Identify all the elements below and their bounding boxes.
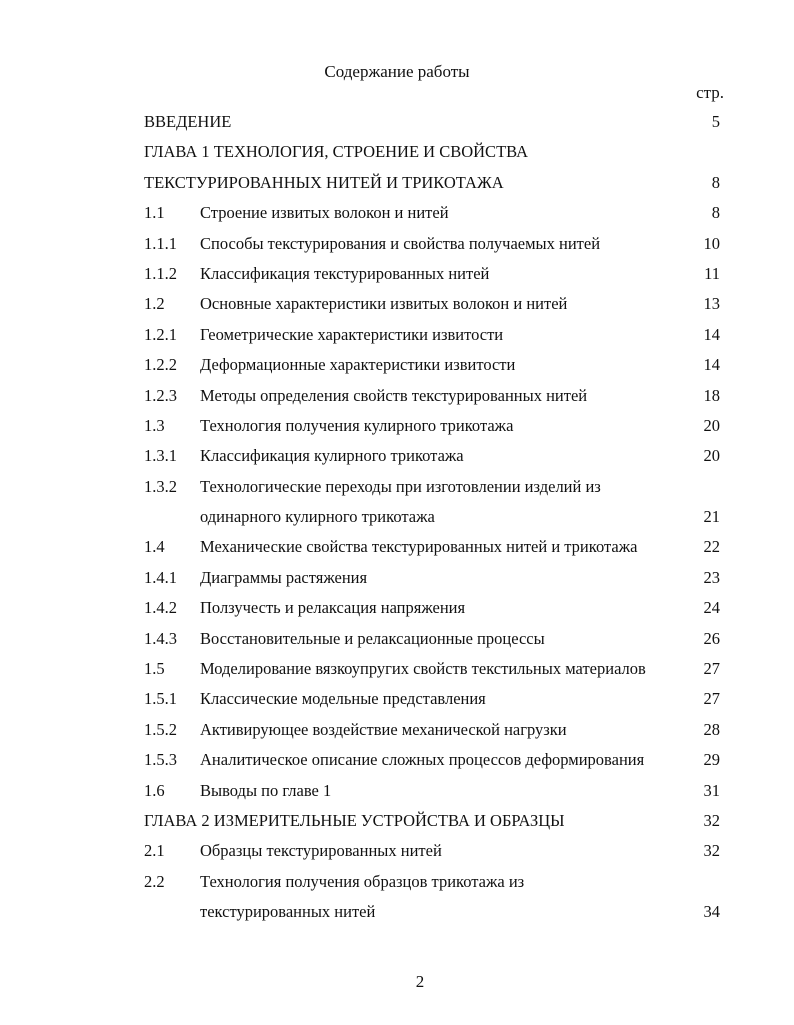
- toc-entry-page: 34: [703, 902, 720, 922]
- toc-entry-title: ГЛАВА 1 ТЕХНОЛОГИЯ, СТРОЕНИЕ И СВОЙСТВА: [144, 142, 529, 162]
- toc-entry-number: 1.4.2: [144, 598, 177, 618]
- toc-entry-title: Выводы по главе 1: [200, 780, 332, 800]
- toc-entry-number: 1.3.1: [144, 446, 177, 466]
- toc-entry: [144, 900, 724, 930]
- toc-entry-title: Способы текстурирования и свойства получаемых нитей: [200, 233, 601, 253]
- toc-entry: [144, 566, 724, 596]
- toc-entry-title: Технологические переходы при изготовлении изделий из: [200, 476, 601, 496]
- toc-entry-title: Геометрические характеристики извитости: [200, 324, 504, 344]
- page-column-label: стр.: [696, 83, 724, 102]
- toc-entry: [144, 596, 724, 626]
- toc-entry-title: Восстановительные и релаксационные процессы: [200, 628, 545, 648]
- toc-entry-number: 1.5.1: [144, 689, 177, 709]
- toc-entry: [144, 627, 724, 657]
- toc-entry-number: 2.2: [144, 871, 165, 891]
- toc-entry: [144, 505, 724, 535]
- toc-entry: [144, 384, 724, 414]
- toc-entry-page: 14: [703, 324, 720, 344]
- toc-entry-number: 1.6: [144, 780, 165, 800]
- toc-entry-page: 18: [703, 385, 720, 405]
- toc-entry-title: текстурированных нитей: [200, 902, 376, 922]
- toc-entry-title: Методы определения свойств текстурированных нитей: [200, 385, 588, 405]
- toc-entry-number: 1.5.3: [144, 750, 177, 770]
- toc-entry-page: 20: [703, 446, 720, 466]
- toc-entry: [144, 809, 724, 839]
- toc-entry-title: Ползучесть и релаксация напряжения: [200, 598, 466, 618]
- toc-entry-title: одинарного кулирного трикотажа: [200, 507, 435, 527]
- toc-entry: [144, 110, 724, 140]
- toc-entry-number: 1.4.1: [144, 567, 177, 587]
- toc-entry-title: Классические модельные представления: [200, 689, 486, 709]
- toc-entry-number: 1.1.2: [144, 263, 177, 283]
- toc-entry-page: 31: [703, 780, 720, 800]
- toc-entry: [144, 870, 724, 900]
- toc-entry-title: Механические свойства текстурированных нитей и трикотажа: [200, 537, 638, 557]
- toc-entry: [144, 292, 724, 322]
- toc-entry-title: Классификация текстурированных нитей: [200, 263, 490, 283]
- toc-entry-title: Аналитическое описание сложных процессов деформирования: [200, 750, 645, 770]
- toc-entry-title: Образцы текстурированных нитей: [200, 841, 442, 861]
- toc-entry-title: Классификация кулирного трикотажа: [200, 446, 464, 466]
- toc-entry-title: Строение извитых волокон и нитей: [200, 203, 449, 223]
- toc-entry-page: 13: [703, 294, 720, 314]
- toc-entry: [144, 171, 724, 201]
- toc-entry-page: 32: [703, 810, 720, 830]
- toc-entry: [144, 535, 724, 565]
- toc-entry-page: 29: [703, 750, 720, 770]
- page-number: 2: [415, 972, 425, 991]
- toc-entry-number: 1.4: [144, 537, 165, 557]
- toc-entry: [144, 201, 724, 231]
- toc-entry-title: Деформационные характеристики извитости: [200, 355, 516, 375]
- toc-entry-page: 10: [703, 233, 720, 253]
- toc-entry-page: 23: [703, 567, 720, 587]
- toc-entry: [144, 839, 724, 869]
- toc-entry-number: 1.2.2: [144, 355, 177, 375]
- toc-entry-page: 26: [703, 628, 720, 648]
- toc-entry-page: 28: [703, 719, 720, 739]
- toc-entry-page: 20: [703, 415, 720, 435]
- toc-entry: [144, 140, 724, 170]
- toc-entry-number: 1.5.2: [144, 719, 177, 739]
- toc-entry-number: 1.2: [144, 294, 165, 314]
- toc-entry-number: 1.4.3: [144, 628, 177, 648]
- toc-entry-page: 11: [704, 263, 720, 283]
- toc-entry-page: 24: [703, 598, 720, 618]
- document-title: Содержание работы: [324, 62, 470, 81]
- toc-entry-title: Основные характеристики извитых волокон и нитей: [200, 294, 568, 314]
- toc-entry-number: 2.1: [144, 841, 165, 861]
- table-of-contents: [144, 110, 724, 931]
- toc-entry-title: Диаграммы растяжения: [200, 567, 368, 587]
- toc-entry-title: ВВЕДЕНИЕ: [144, 112, 232, 131]
- toc-entry-page: 8: [711, 203, 720, 223]
- toc-entry-page: 27: [703, 659, 720, 679]
- toc-entry-page: 8: [711, 172, 720, 192]
- toc-entry-title: Технология получения образцов трикотажа из: [200, 871, 525, 891]
- toc-entry-title: Технология получения кулирного трикотажа: [200, 415, 514, 435]
- toc-entry: [144, 748, 724, 778]
- toc-entry-page: 14: [703, 355, 720, 375]
- toc-entry-title: Активирующее воздействие механической нагрузки: [200, 719, 567, 739]
- toc-entry-number: 1.3.2: [144, 476, 177, 496]
- toc-entry-number: 1.5: [144, 659, 165, 679]
- toc-entry: [144, 353, 724, 383]
- toc-entry: [144, 779, 724, 809]
- toc-entry: [144, 232, 724, 262]
- toc-entry: [144, 414, 724, 444]
- toc-entry: [144, 718, 724, 748]
- toc-entry-page: 5: [711, 112, 720, 131]
- toc-entry-page: 32: [703, 841, 720, 861]
- toc-entry-title: Моделирование вязкоупругих свойств текстильных материалов: [200, 659, 646, 679]
- toc-entry-page: 21: [703, 507, 720, 527]
- toc-entry: [144, 687, 724, 717]
- toc-entry-page: 22: [703, 537, 720, 557]
- toc-entry: [144, 323, 724, 353]
- toc-entry-number: 1.2.3: [144, 385, 177, 405]
- toc-entry-page: 27: [703, 689, 720, 709]
- toc-entry: [144, 262, 724, 292]
- toc-entry: [144, 475, 724, 505]
- toc-entry-title: ТЕКСТУРИРОВАННЫХ НИТЕЙ И ТРИКОТАЖА: [144, 172, 504, 192]
- toc-entry-number: 1.2.1: [144, 324, 177, 344]
- toc-entry: [144, 444, 724, 474]
- toc-entry: [144, 657, 724, 687]
- toc-entry-number: 1.1.1: [144, 233, 177, 253]
- toc-entry-title: ГЛАВА 2 ИЗМЕРИТЕЛЬНЫЕ УСТРОЙСТВА И ОБРАЗЦЫ: [144, 810, 565, 830]
- toc-entry-number: 1.1: [144, 203, 165, 223]
- toc-entry-number: 1.3: [144, 415, 165, 435]
